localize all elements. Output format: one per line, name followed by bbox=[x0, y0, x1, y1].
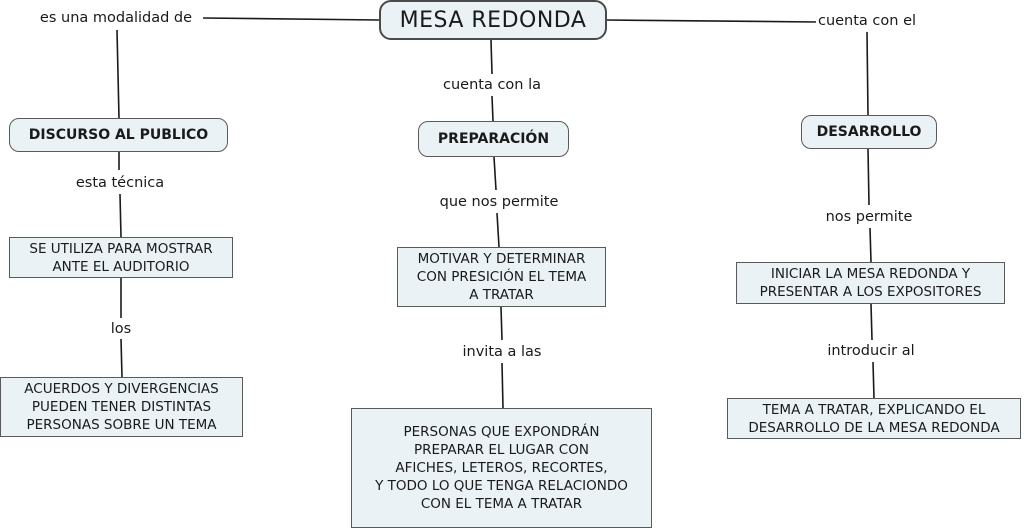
connector-center-label2-to-box1 bbox=[497, 213, 499, 247]
node-discurso-al-publico[interactable] bbox=[9, 118, 228, 152]
link-label-nos-permite: nos permite bbox=[825, 209, 913, 225]
link-label-modalidad: es una modalidad de bbox=[39, 10, 193, 26]
node-discurso-label: DISCURSO AL PUBLICO bbox=[28, 127, 209, 143]
connector-left-label2-to-box1 bbox=[120, 194, 121, 237]
main-topic-node[interactable] bbox=[379, 0, 607, 40]
node-preparacion-label: PREPARACIÓN bbox=[437, 131, 550, 147]
connector-left-label3-to-box2 bbox=[121, 339, 122, 377]
box-acuerdos-text: ACUERDOS Y DIVERGENCIAS PUEDEN TENER DISTINTAS PERSONAS SOBRE UN TEMA bbox=[24, 381, 219, 433]
connector-center-node-to-label2 bbox=[494, 157, 496, 190]
box-se-utiliza-text: SE UTILIZA PARA MOSTRAR ANTE EL AUDITORIO bbox=[29, 240, 213, 275]
box-acuerdos[interactable] bbox=[0, 377, 243, 437]
link-label-que-nos-permite: que nos permite bbox=[439, 194, 559, 210]
connector-main-to-left-label bbox=[203, 18, 379, 20]
main-topic-title: MESA REDONDA bbox=[399, 7, 587, 33]
connector-right-node-to-label2 bbox=[868, 149, 869, 205]
box-iniciar-text: INICIAR LA MESA REDONDA Y PRESENTAR A LOS EXPOSITORES bbox=[759, 266, 982, 300]
connector-right-box1-to-label3 bbox=[871, 304, 872, 340]
connector-right-label-to-node bbox=[867, 32, 868, 115]
box-iniciar[interactable] bbox=[736, 262, 1005, 304]
box-se-utiliza[interactable] bbox=[9, 237, 233, 278]
box-motivar[interactable] bbox=[397, 247, 606, 307]
node-preparacion[interactable] bbox=[418, 121, 569, 157]
box-tema-a-tratar-text: TEMA A TRATAR, EXPLICANDO EL DESARROLLO DE LA MESA REDONDA bbox=[748, 401, 1000, 436]
box-tema-a-tratar[interactable] bbox=[727, 398, 1021, 439]
link-label-esta-tecnica: esta técnica bbox=[75, 175, 165, 191]
connector-center-label-to-node bbox=[492, 96, 493, 121]
link-label-cuenta-con-el: cuenta con el bbox=[817, 13, 917, 29]
connector-right-label3-to-box2 bbox=[873, 362, 874, 398]
link-label-cuenta-con-la: cuenta con la bbox=[442, 77, 542, 93]
connector-main-to-right-label bbox=[607, 20, 817, 22]
connector-main-to-center-label bbox=[491, 40, 492, 74]
link-label-los: los bbox=[110, 321, 132, 337]
connector-right-label2-to-box1 bbox=[870, 228, 871, 262]
node-desarrollo-label: DESARROLLO bbox=[816, 124, 922, 140]
node-desarrollo[interactable] bbox=[801, 115, 937, 149]
box-personas-text: PERSONAS QUE EXPONDRÁN PREPARAR EL LUGAR CON AFICHES, LETEROS, RECORTES, Y TODO LO QUE TENGA RELACIONDO CON EL TEMA A TRATAR bbox=[375, 424, 628, 512]
link-label-introducir-al: introducir al bbox=[827, 343, 915, 359]
link-label-invita-a-las: invita a las bbox=[462, 344, 542, 360]
connector-left-label-to-node bbox=[117, 30, 119, 118]
box-personas[interactable] bbox=[351, 408, 652, 528]
connector-center-box1-to-label3 bbox=[501, 307, 502, 340]
box-motivar-text: MOTIVAR Y DETERMINAR CON PRESICIÓN EL TEMA A TRATAR bbox=[416, 251, 587, 303]
connector-center-label3-to-box2 bbox=[502, 363, 503, 408]
